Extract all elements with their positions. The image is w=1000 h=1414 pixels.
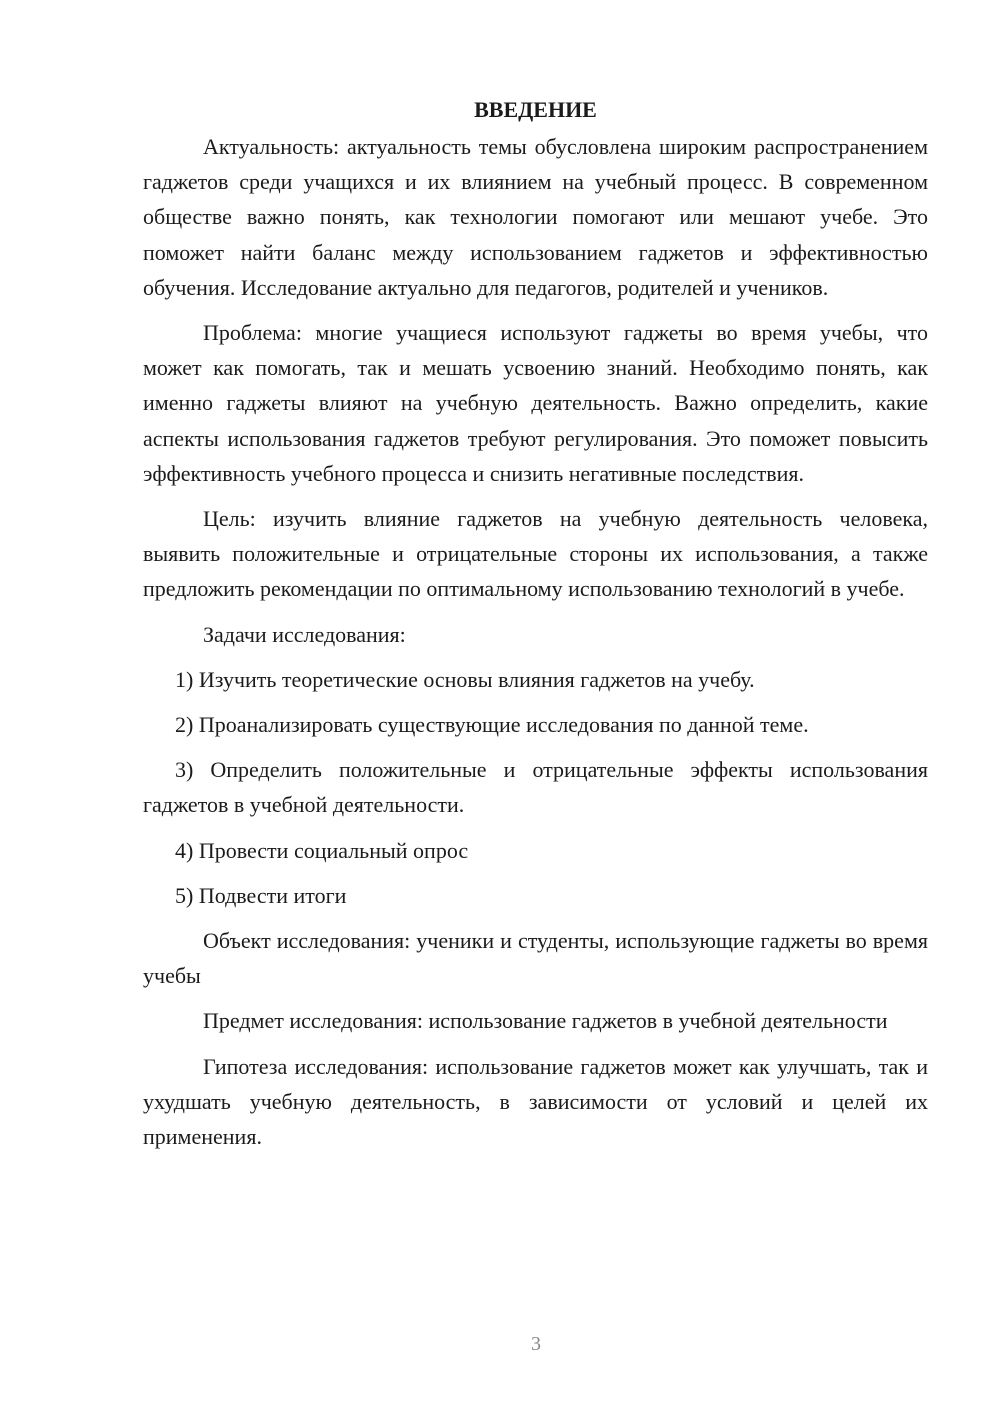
hypothesis-paragraph: Гипотеза исследования: использование гаджетов может как улучшать, так и ухудшать учебную деятельность, в зависимости от условий и целей их применения. [143, 1053, 928, 1150]
section-title: ВВЕДЕНИЕ [474, 97, 597, 122]
task-item-3: 3) Определить положительные и отрицательные эффекты использования гаджетов в учебной деятельности. [143, 757, 928, 818]
object-paragraph: Объект исследования: ученики и студенты, использующие гаджеты во время учебы [143, 928, 928, 989]
page-number: 3 [531, 1333, 541, 1355]
task-item-4: 4) Провести социальный опрос [175, 837, 469, 863]
task-item-1: 1) Изучить теоретические основы влияния гаджетов на учебу. [175, 666, 755, 692]
task-item-5: 5) Подвести итоги [175, 882, 347, 908]
problem-paragraph: Проблема: многие учащиеся используют гаджеты во время учебы, что может как помогать, так и мешать усвоению знаний. Необходимо понять, как именно гаджеты влияют на учебную деятельность. Важно определить, какие аспекты использования гаджетов требуют регулирования. Это поможет повысить эффективность учебного процесса и снизить негативные последствия. [143, 320, 928, 486]
subject-paragraph: Предмет исследования: использование гаджетов в учебной деятельности [203, 1008, 888, 1034]
document-body [143, 92, 928, 1164]
task-item-2: 2) Проанализировать существующие исследования по данной теме. [175, 712, 809, 738]
goal-paragraph: Цель: изучить влияние гаджетов на учебную деятельность человека, выявить положительные и отрицательные стороны их использования, а также предложить рекомендации по оптимальному использованию технологий в учебе. [143, 506, 928, 602]
relevance-paragraph: Актуальность: актуальность темы обусловлена широким распространением гаджетов среди учащихся и их влиянием на учебный процесс. В современном обществе важно понять, как технологии помогают или мешают учебе. Это поможет найти баланс между использованием гаджетов и эффективностью обучения. Исследование актуально для педагогов, родителей и учеников. [143, 134, 928, 300]
tasks-heading: Задачи исследования: [203, 621, 406, 647]
